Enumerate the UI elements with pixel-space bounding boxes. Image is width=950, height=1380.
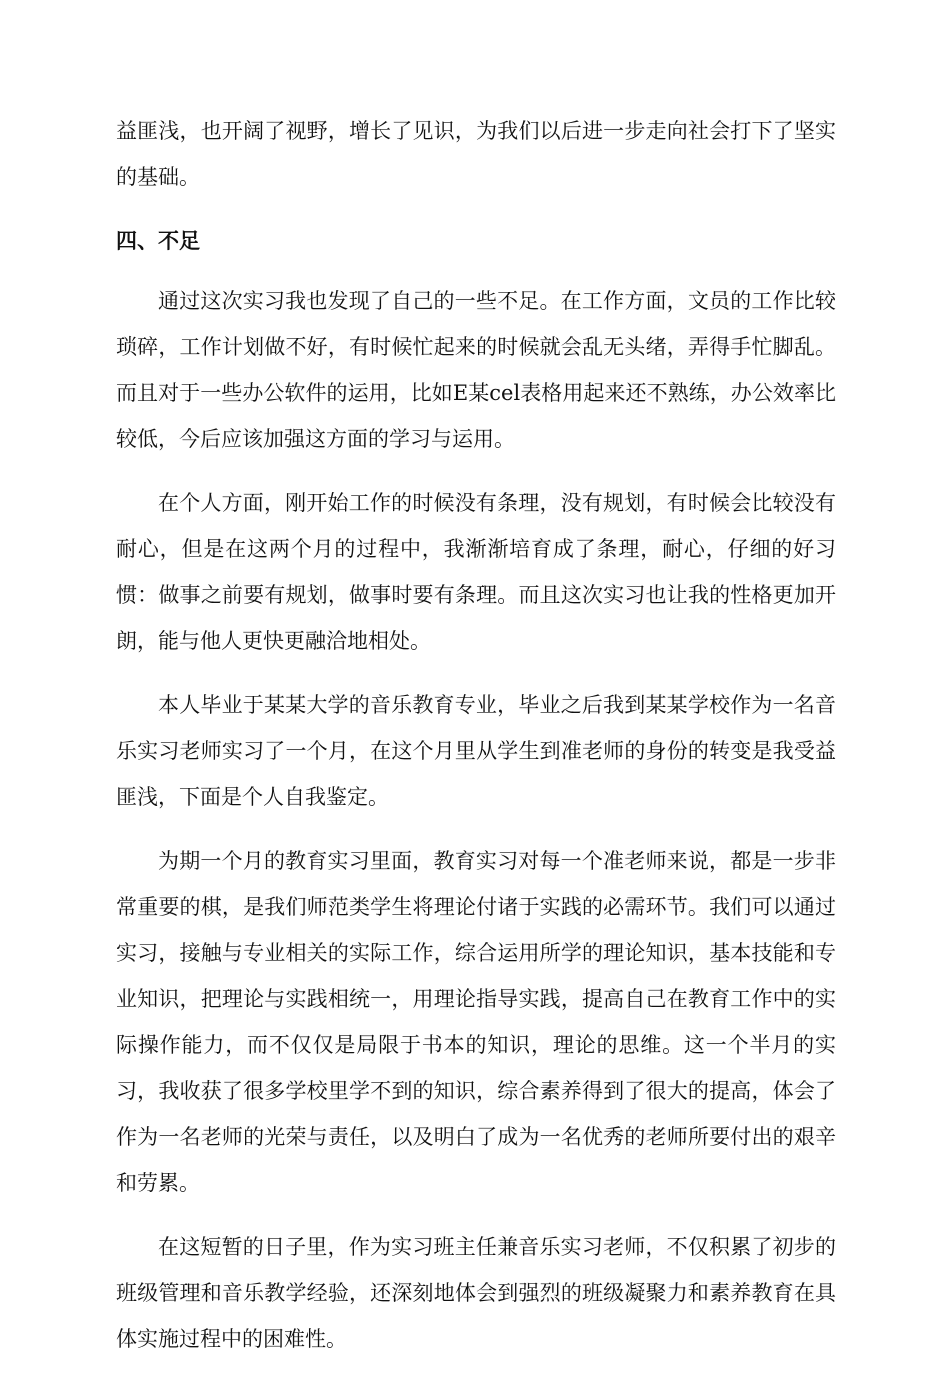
paragraph-class-management: 在这短暂的日子里，作为实习班主任兼音乐实习老师，不仅积累了初步的班级管理和音乐教学经验，还深刻地体会到强烈的班级凝聚力和素养教育在具体实施过程中的困难性。 — [116, 1235, 836, 1351]
paragraph-shortcomings-personal: 在个人方面，刚开始工作的时候没有条理，没有规划，有时候会比较没有耐心，但是在这两个月的过程中，我渐渐培育成了条理，耐心，仔细的好习惯：做事之前要有规划，做事时要有条理。而且这次实习也让我的性格更加开朗，能与他人更快更融洽地相处。 — [116, 491, 836, 653]
section-heading: 四、不足 — [116, 229, 200, 253]
document-page — [116, 108, 836, 1380]
intro-paragraph: 益匪浅，也开阔了视野，增长了见识，为我们以后进一步走向社会打下了坚实的基础。 — [116, 119, 836, 189]
paragraph-self-introduction: 本人毕业于某某大学的音乐教育专业，毕业之后我到某某学校作为一名音乐实习老师实习了一个月，在这个月里从学生到准老师的身份的转变是我受益匪浅，下面是个人自我鉴定。 — [116, 693, 836, 809]
paragraph-shortcomings-work: 通过这次实习我也发现了自己的一些不足。在工作方面，文员的工作比较琐碎，工作计划做不好，有时候忙起来的时候就会乱无头绪，弄得手忙脚乱。而且对于一些办公软件的运用，比如E某cel表格用起来还不熟练，办公效率比较低，今后应该加强这方面的学习与运用。 — [116, 289, 836, 451]
paragraph-teaching-internship: 为期一个月的教育实习里面，教育实习对每一个准老师来说，都是一步非常重要的棋，是我们师范类学生将理论付诸于实践的必需环节。我们可以通过实习，接触与专业相关的实际工作，综合运用所学的理论知识，基本技能和专业知识，把理论与实践相统一，用理论指导实践，提高自己在教育工作中的实际操作能力，而不仅仅是局限于书本的知识，理论的思维。这一个半月的实习，我收获了很多学校里学不到的知识，综合素养得到了很大的提高，体会了作为一名老师的光荣与责任，以及明白了成为一名优秀的老师所要付出的艰辛和劳累。 — [116, 849, 836, 1195]
